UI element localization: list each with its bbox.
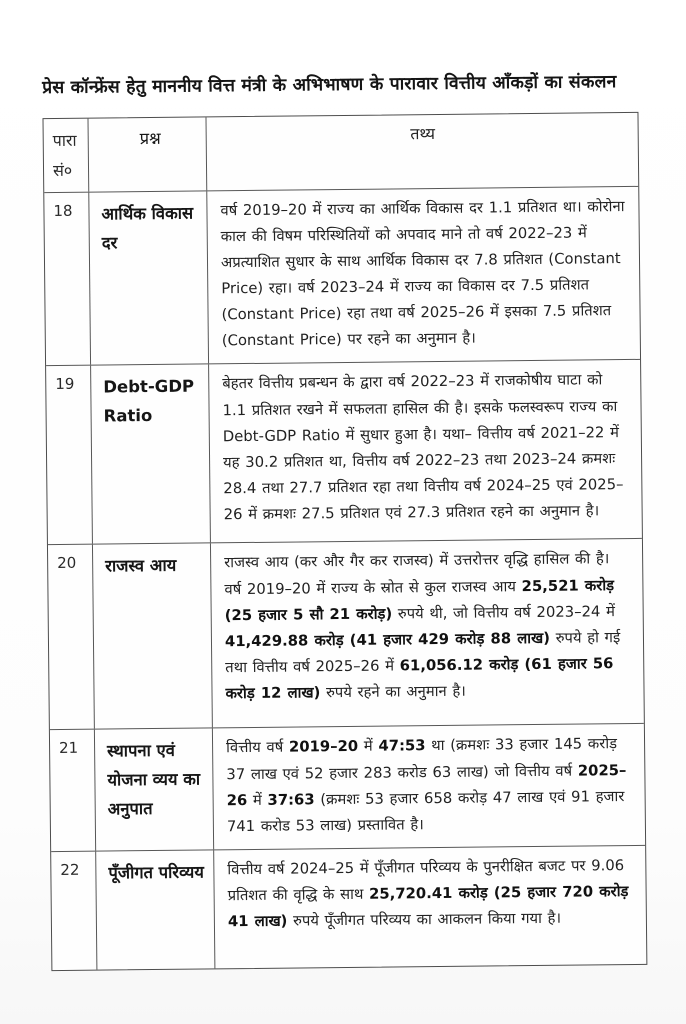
document-sheet: [42, 67, 651, 971]
para-number: 22: [51, 851, 97, 969]
facts-table: [42, 111, 647, 970]
para-number: 18: [44, 193, 91, 366]
table-row: [51, 844, 646, 969]
question-cell: राजस्व आय: [93, 544, 213, 729]
fact-cell: वित्तीय वर्ष 2019–20 में 47:53 था (क्रमशः 33 हजार 145 करोड़ 37 लाख एवं 52 हजार 283 करोड 63 लाख) जो वित्तीय वर्ष 2025–26 में 37:63 (क्रमशः 53 हजार 658 करोड़ 47 लाख एवं 91 हजार 741 करोड 53 लाख) प्रस्तावित है।: [226, 735, 627, 835]
question-cell: स्थापना एवं योजना व्यय का अनुपात: [95, 729, 214, 850]
table-row: [48, 538, 644, 729]
para-number: 21: [50, 730, 96, 851]
document-title: प्रेस कॉन्फ्रेंस हेतु माननीय वित्त मंत्री के अभिभाषण के पारावार वित्तीय आँकड़ों का संकलन: [42, 72, 617, 99]
table-row: [46, 359, 642, 544]
header-question: प्रश्न: [88, 117, 207, 192]
question-cell: आर्थिक विकास दर: [89, 192, 209, 365]
table-row: [50, 723, 645, 850]
para-number: 19: [46, 366, 93, 544]
fact-cell: बेहतर वित्तीय प्रबन्धन के द्वारा वर्ष 2022–23 में राजकोषीय घाटा को 1.1 प्रतिशत रखने में सफलता हासिल की है। इसके फलस्वरूप राज्य का Debt-GDP Ratio में सुधार हुआ है। यथा– वित्तीय वर्ष 2021–22 में यह 30.2 प्रतिशत था, वित्तीय वर्ष 2022–23 तथा 2023–24 क्रमशः 28.4 तथा 27.7 प्रतिशत रहा तथा वित्तीय वर्ष 2024–25 एवं 2025–26 में क्रमशः 27.5 प्रतिशत एवं 27.3 प्रतिशत रहने का अनुमान है।: [222, 371, 624, 523]
header-para-number: पारा सं०: [43, 118, 89, 192]
header-fact: तथ्य: [410, 123, 436, 143]
fact-cell: वर्ष 2019–20 में राज्य का आर्थिक विकास दर 1.1 प्रतिशत था। कोरोना काल की विषम परिस्थितियों को अपवाद माने तो वर्ष 2022–23 में अप्रत्याशित सुधार के साथ आर्थिक विकास दर 7.8 प्रतिशत (Constant Price) रहा। वर्ष 2023–24 में राज्य का विकास दर 7.5 प्रतिशत (Constant Price) रहा तथा वर्ष 2025–26 में इसका 7.5 प्रतिशत (Constant Price) पर रहने का अनुमान है।: [220, 198, 625, 350]
question-cell: पूँजीगत परिव्यय: [96, 850, 215, 969]
table-header-row: [43, 112, 638, 192]
question-cell: Debt-GDP Ratio: [91, 365, 211, 544]
fact-cell: वित्तीय वर्ष 2024–25 में पूँजीगत परिव्यय के पुनरीक्षित बजट पर 9.06 प्रतिशत की वृद्धि के साथ 25,720.41 करोड़ (25 हजार 720 करोड़ 41 लाख) रुपये पूँजीगत परिव्यय का आकलन किया गया है।: [227, 856, 629, 930]
table-row: [44, 186, 640, 365]
para-number: 20: [48, 545, 95, 729]
fact-cell: राजस्व आय (कर और गैर कर राजस्व) में उत्तरोत्तर वृद्धि हासिल की है। वर्ष 2019–20 में राज्य के स्रोत से कुल राजस्व आय 25,521 करोड़ (25 हजार 5 सौ 21 करोड़) रुपये थी, जो वित्तीय वर्ष 2023–24 में 41,429.88 करोड़ (41 हजार 429 करोड़ 88 लाख) रुपये हो गई तथा वित्तीय वर्ष 2025–26 में 61,056.12 करोड़ (61 हजार 56 करोड़ 12 लाख) रुपये रहने का अनुमान है।: [224, 550, 621, 702]
